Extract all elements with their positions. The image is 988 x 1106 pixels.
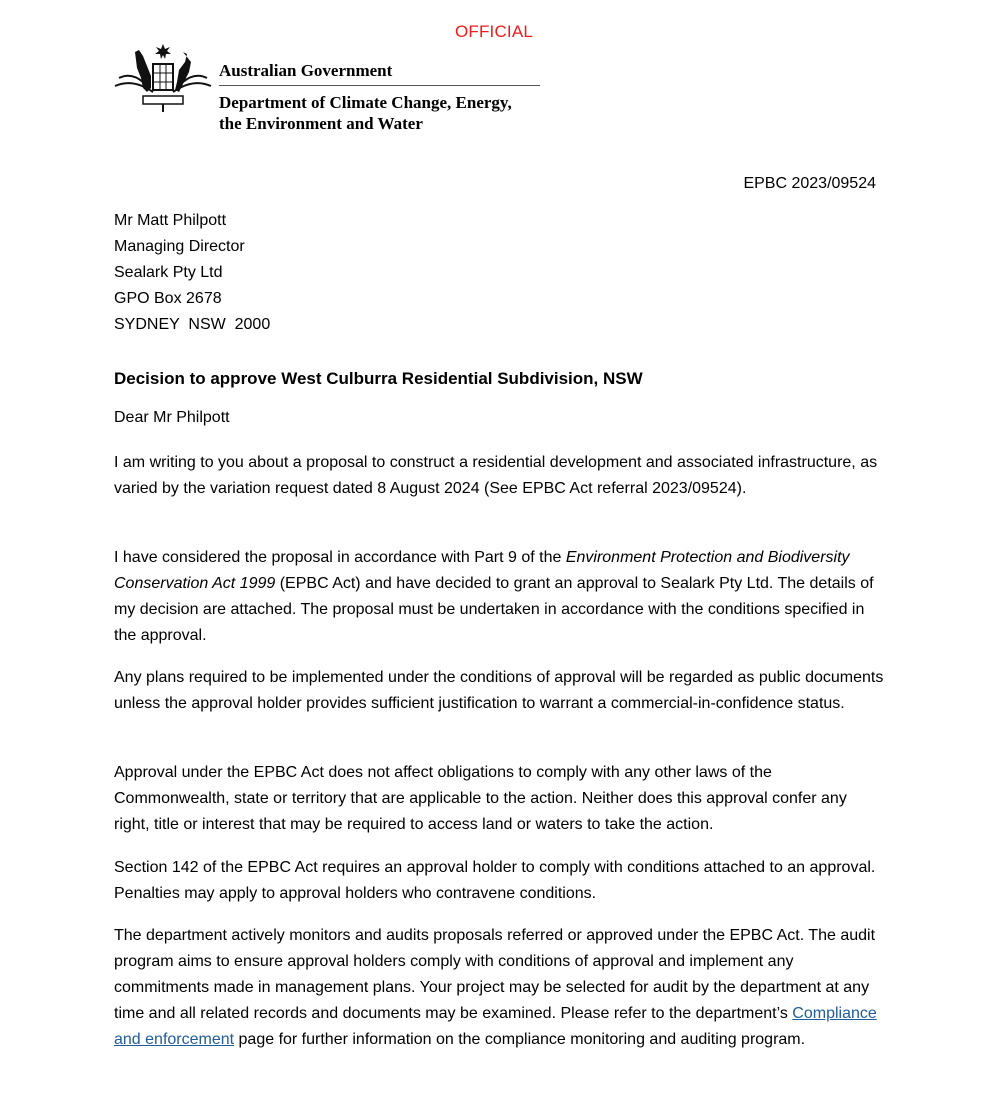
letter-subject: Decision to approve West Culburra Residential Subdivision, NSW [114, 369, 643, 388]
department-name [219, 92, 512, 134]
paragraph-decision [114, 545, 884, 649]
letterhead-divider [219, 85, 540, 86]
paragraph-proposal: I am writing to you about a proposal to construct a residential development and associated infrastructure, as varied by the variation request dated 8 August 2024 (See EPBC Act referral 2023/09524). [114, 454, 878, 497]
recipient-po-box: GPO Box 2678 [114, 290, 222, 307]
paragraph-section-142: Section 142 of the EPBC Act requires an approval holder to comply with conditions attached to an approval. Penalties may apply to approval holders who contravene conditions. [114, 859, 876, 902]
compliance-enforcement-link[interactable]: Compliance and enforcement [114, 1005, 877, 1048]
audit-text-start: The department actively monitors and audits proposals referred or approved under the EPBC Act. The audit program aims to ensure approval holders comply with conditions of approval and implement any commitments made in management plans. Your project may be selected for audit by the department at any time and all related records and documents may be examined. Please refer to the department’s [114, 927, 876, 1022]
paragraph-audit [114, 923, 884, 1053]
audit-text-end: page for further information on the compliance monitoring and auditing program. [234, 1031, 806, 1048]
recipient-city-line: SYDNEY NSW 2000 [114, 316, 271, 333]
decision-text-start: I have considered the proposal in accordance with Part 9 of the [114, 549, 566, 566]
recipient-company: Sealark Pty Ltd [114, 264, 223, 281]
department-line-1: Department of Climate Change, Energy, [219, 93, 512, 112]
coat-of-arms-icon [113, 42, 213, 114]
government-name: Australian Government [219, 61, 393, 80]
recipient-address [114, 208, 270, 338]
recipient-title: Managing Director [114, 238, 245, 255]
paragraph-other-laws: Approval under the EPBC Act does not affect obligations to comply with any other laws of the Commonwealth, state or territory that are applicable to the action. Neither does this approval confer any right, title or interest that may be required to access land or waters to take the action. [114, 764, 847, 833]
decision-text-end: (EPBC Act) and have decided to grant an approval to Sealark Pty Ltd. The details of my decision are attached. The proposal must be undertaken in accordance with the conditions specified in the approval. [114, 575, 874, 644]
salutation: Dear Mr Philpott [114, 409, 230, 426]
classification-marking: OFFICIAL [454, 22, 534, 41]
act-title: Environment Protection and Biodiversity Conservation Act 1999 [114, 549, 850, 592]
recipient-name: Mr Matt Philpott [114, 212, 227, 229]
department-line-2: the Environment and Water [219, 114, 423, 133]
paragraph-public-plans: Any plans required to be implemented under the conditions of approval will be regarded as public documents unless the approval holder provides sufficient justification to warrant a commercial-in-confidence status. [114, 669, 884, 712]
reference-number: EPBC 2023/09524 [743, 175, 876, 192]
